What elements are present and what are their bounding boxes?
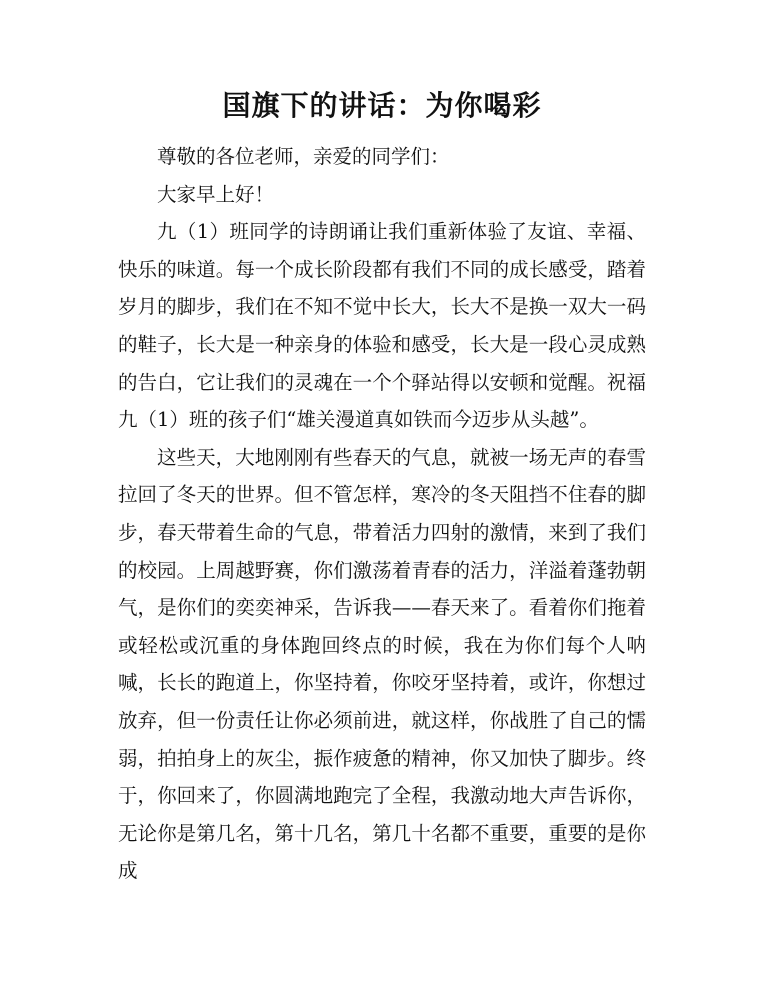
salutation-paragraph: 尊敬的各位老师，亲爱的同学们： [157,145,450,168]
greeting-paragraph: 大家早上好！ [157,182,275,206]
body-paragraph-1: 九（1）班同学的诗朗诵让我们重新体验了友谊、幸福、快乐的味道。每一个成长阶段都有我们不同的成长感受，踏着岁月的脚步，我们在不知不觉中长大，长大不是换一双大一码的鞋子，长大是一种亲身的体验和感受，长大是一段心灵成熟的告白，它让我们的灵魂在一个个驿站得以安顿和觉醒。祝福九（1）班的孩子们“雄关漫道真如铁而今迈步从头越”。 [118,220,646,432]
body-paragraph-2: 这些天，大地刚刚有些春天的气息，就被一场无声的春雪拉回了冬天的世界。但不管怎样，寒冷的冬天阻挡不住春的脚步，春天带着生命的气息，带着活力四射的激情，来到了我们的校园。上周越野赛，你们激荡着青春的活力，洋溢着蓬勃朝气，是你们的奕奕神采，告诉我——春天来了。看着你们拖着或轻松或沉重的身体跑回终点的时候，我在为你们每个人呐喊，长长的跑道上，你坚持着，你咬牙坚持着，或许，你想过放弃，但一份责任让你必须前进，就这样，你战胜了自己的懦弱，拍拍身上的灰尘，振作疲惫的精神，你又加快了脚步。终于，你回来了，你圆满地跑完了全程，我激动地大声告诉你，无论你是第几名，第十几名，第几十名都不重要，重要的是你成 [118,445,646,883]
document-title: 国旗下的讲话：为你喝彩 [222,89,542,122]
